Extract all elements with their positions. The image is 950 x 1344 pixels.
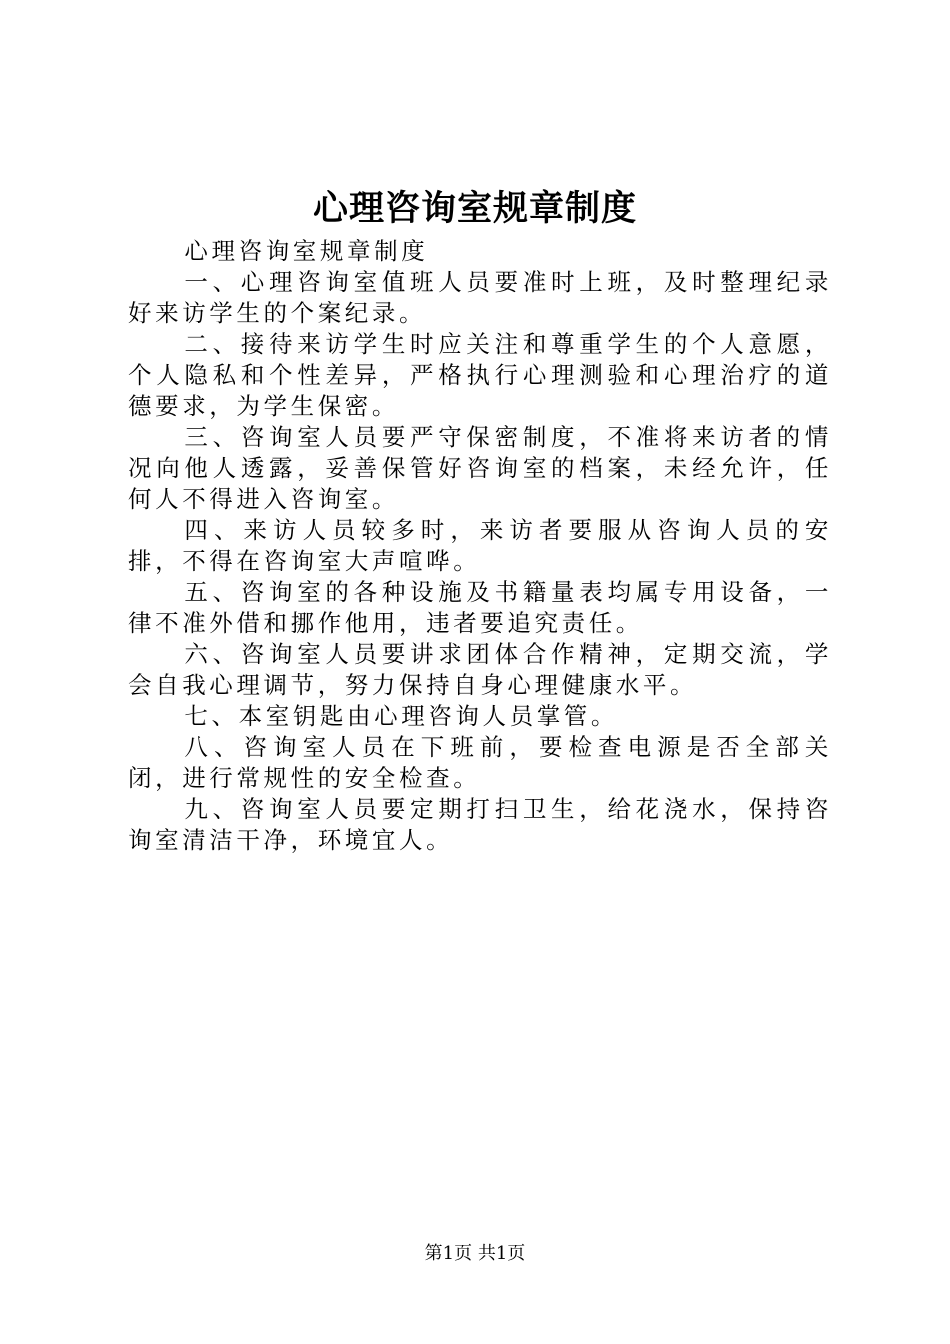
paragraph-9: 九、咨询室人员要定期打扫卫生，给花浇水，保持咨询室清洁干净，环境宜人。	[128, 795, 832, 854]
paragraph-7: 七、本室钥匙由心理咨询人员掌管。	[184, 702, 618, 730]
paragraph-1: 一、心理咨询室值班人员要准时上班，及时整理纪录好来访学生的个案纪录。	[128, 268, 832, 327]
page-number: 第1页 共1页	[424, 1243, 526, 1264]
paragraph-6: 六、咨询室人员要讲求团体合作精神，定期交流，学会自我心理调节，努力保持自身心理健康水平。	[128, 640, 832, 699]
document-body	[128, 236, 832, 856]
paragraph-2: 二、接待来访学生时应关注和尊重学生的个人意愿，个人隐私和个性差异，严格执行心理测验和心理治疗的道德要求，为学生保密。	[128, 330, 832, 420]
paragraph-4: 四、来访人员较多时，来访者要服从咨询人员的安排，不得在咨询室大声喧哗。	[128, 516, 832, 575]
paragraph-8: 八、咨询室人员在下班前，要检查电源是否全部关闭，进行常规性的安全检查。	[128, 733, 832, 792]
page-title: 心理咨询室规章制度	[312, 188, 637, 229]
paragraph-3: 三、咨询室人员要严守保密制度，不准将来访者的情况向他人透露，妥善保管好咨询室的档案，未经允许，任何人不得进入咨询室。	[128, 423, 832, 513]
subtitle: 心理咨询室规章制度	[184, 237, 429, 265]
paragraph-5: 五、咨询室的各种设施及书籍量表均属专用设备，一律不准外借和挪作他用，违者要追究责任。	[128, 578, 832, 637]
